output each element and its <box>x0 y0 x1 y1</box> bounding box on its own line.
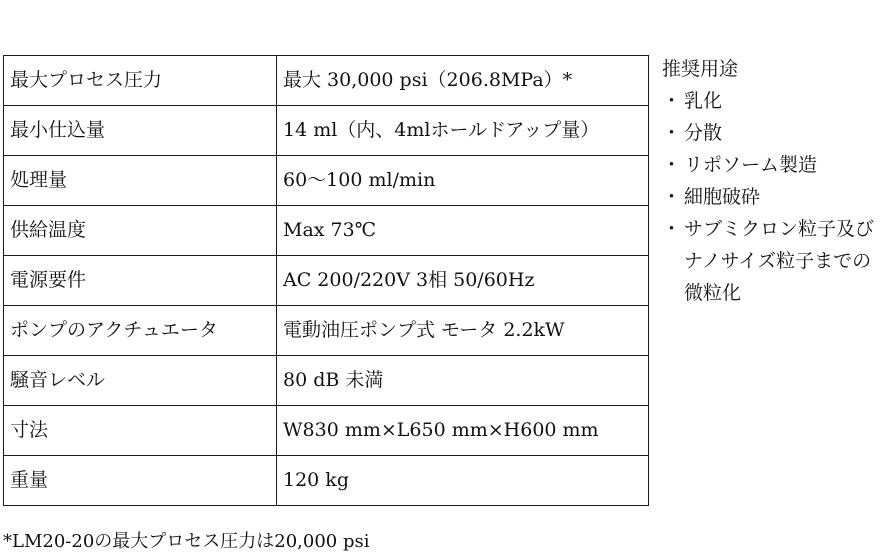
list-item: ・ 乳化 <box>662 85 878 117</box>
list-item: ・ 細胞破砕 <box>662 181 878 213</box>
table-row <box>4 256 649 306</box>
spec-value: 80 dB 未満 <box>277 356 649 406</box>
spec-label: 最小仕込量 <box>4 106 277 156</box>
spec-value: 電動油圧ポンプ式 モータ 2.2kW <box>277 306 649 356</box>
spec-value: 60～100 ml/min <box>277 156 649 206</box>
spec-label: 騒音レベル <box>4 356 277 406</box>
spec-table <box>3 55 649 506</box>
table-row <box>4 456 649 506</box>
list-item: ・ 分散 <box>662 117 878 149</box>
table-row <box>4 206 649 256</box>
spec-value: 14 ml（内、4mlホールドアップ量） <box>277 106 649 156</box>
spec-label: 処理量 <box>4 156 277 206</box>
table-row <box>4 156 649 206</box>
spec-label: ポンプのアクチュエータ <box>4 306 277 356</box>
table-row <box>4 106 649 156</box>
spec-value: Max 73℃ <box>277 206 649 256</box>
spec-value: 120 kg <box>277 456 649 506</box>
spec-value: AC 200/220V 3相 50/60Hz <box>277 256 649 306</box>
recommended-uses-list <box>662 85 878 309</box>
spec-label: 重量 <box>4 456 277 506</box>
spec-value: 最大 30,000 psi（206.8MPa）* <box>277 56 649 106</box>
spec-label: 最大プロセス圧力 <box>4 56 277 106</box>
spec-label: 供給温度 <box>4 206 277 256</box>
table-row <box>4 306 649 356</box>
table-row <box>4 356 649 406</box>
spec-value: W830 mm×L650 mm×H600 mm <box>277 406 649 456</box>
list-item: ・ サブミクロン粒子及びナノサイズ粒子までの微粒化 <box>662 213 878 309</box>
list-item: ・ リポソーム製造 <box>662 149 878 181</box>
table-row <box>4 56 649 106</box>
table-row <box>4 406 649 456</box>
recommended-uses <box>662 53 878 309</box>
footnote: *LM20-20の最大プロセス圧力は20,000 psi <box>3 531 370 552</box>
recommended-uses-title: 推奨用途 <box>662 58 739 80</box>
spec-label: 寸法 <box>4 406 277 456</box>
spec-label: 電源要件 <box>4 256 277 306</box>
